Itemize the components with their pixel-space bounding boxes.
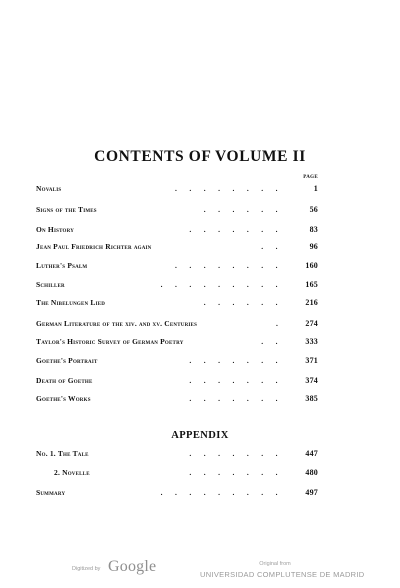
- toc-entry-title: Goethe's Works: [36, 392, 94, 406]
- library-name: UNIVERSIDAD COMPLUTENSE DE MADRID: [200, 570, 365, 579]
- toc-entry-title: Novalis: [36, 182, 64, 196]
- toc-entry: [36, 486, 318, 500]
- toc-entry-title: German Literature of the xiv. and xv. Centuries: [36, 317, 200, 331]
- toc-entry-title: Death of Goethe: [36, 374, 96, 388]
- toc-entry-title: Schiller: [36, 278, 68, 292]
- digitized-by-label: Digitized by: [72, 566, 101, 572]
- leader-dots: .......: [189, 376, 290, 385]
- toc-entry-page: 83: [309, 225, 318, 234]
- toc-entry-title: Taylor's Historic Survey of German Poetry: [36, 335, 187, 349]
- toc-entry-title: Summary: [36, 486, 68, 500]
- toc-entry-title: Goethe's Portrait: [36, 354, 101, 368]
- toc-entry-page: 56: [309, 205, 318, 214]
- leader-dots: .......: [189, 449, 290, 458]
- page-title: CONTENTS OF VOLUME II: [94, 148, 306, 165]
- leader-dots: .......: [189, 356, 290, 365]
- toc-entry-page: 385: [305, 394, 318, 403]
- toc-entry: [54, 466, 318, 480]
- toc-entry-page: 96: [309, 242, 318, 251]
- leader-dots: .........: [160, 280, 290, 289]
- original-from-label: Original from: [259, 561, 291, 567]
- leader-dots: .......: [189, 225, 290, 234]
- leader-dots: ..: [261, 337, 290, 346]
- leader-dots: ........: [175, 184, 290, 193]
- leader-dots: .......: [189, 394, 290, 403]
- leader-dots: ..: [261, 242, 290, 251]
- leader-dots: ......: [203, 205, 290, 214]
- toc-entry-page: 497: [305, 488, 318, 497]
- appendix-heading: APPENDIX: [171, 430, 229, 441]
- toc-entry-title: Signs of the Times: [36, 203, 100, 217]
- toc-entry-page: 274: [305, 319, 318, 328]
- toc-entry-title: The Nibelungen Lied: [36, 296, 108, 310]
- page-column-label: PAGE: [303, 175, 318, 180]
- toc-entry-title: Luther's Psalm: [36, 259, 90, 273]
- leader-dots: .......: [189, 468, 290, 477]
- leader-dots: ........: [175, 261, 290, 270]
- toc-entry-page: 165: [305, 280, 318, 289]
- toc-entry-page: 333: [305, 337, 318, 346]
- toc-entry-page: 480: [305, 468, 318, 477]
- leader-dots: .: [276, 319, 290, 328]
- toc-entry-title: 2. Novelle: [54, 466, 93, 480]
- toc-entry-page: 216: [305, 298, 318, 307]
- toc-entry-page: 1: [313, 184, 318, 193]
- toc-entry-page: 160: [305, 261, 318, 270]
- toc-entry-title: No. 1. The Tale: [36, 447, 92, 461]
- google-logo: Google: [108, 558, 157, 575]
- leader-dots: .........: [160, 488, 290, 497]
- toc-entry-title: On History: [36, 223, 77, 237]
- leader-dots: ......: [203, 298, 290, 307]
- toc-entry-page: 447: [305, 449, 318, 458]
- toc-entry-title: Jean Paul Friedrich Richter again: [36, 240, 155, 254]
- toc-entry-page: 374: [305, 376, 318, 385]
- toc-entry: [36, 447, 318, 461]
- toc-entry-page: 371: [305, 356, 318, 365]
